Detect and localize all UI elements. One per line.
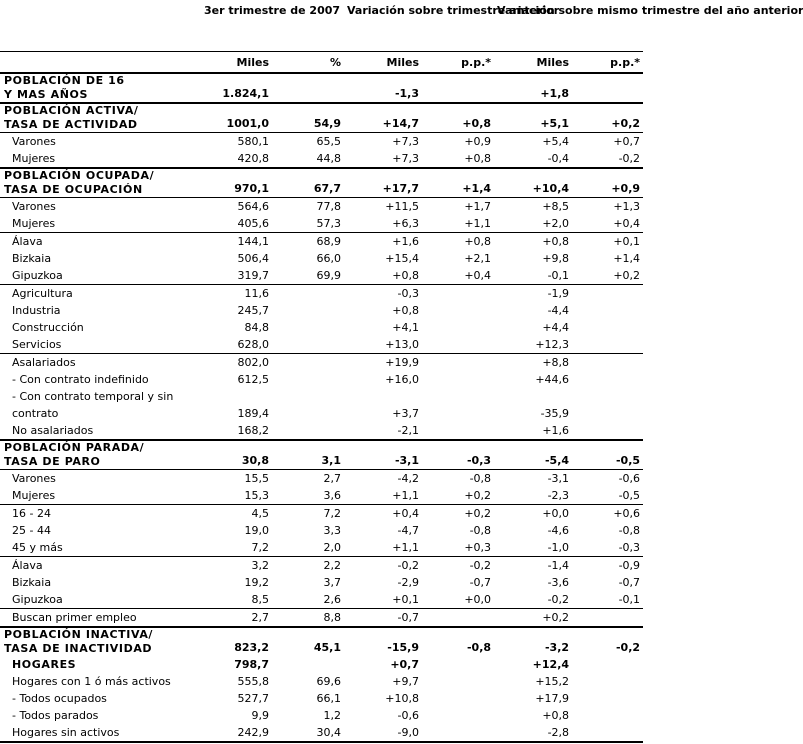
cell-value: [572, 302, 643, 319]
cell-value: +8,5: [494, 198, 572, 216]
table-row: [0, 627, 643, 656]
row-label: Varones: [0, 133, 200, 151]
table-row: [0, 487, 643, 505]
cell-value: +1,4: [422, 168, 494, 198]
cell-value: +0,8: [392, 269, 420, 282]
cell-value: -1,3: [344, 73, 422, 103]
table-row: [0, 522, 643, 539]
cell-value: 54,9: [272, 103, 344, 133]
cell-value: 19,2: [244, 576, 269, 589]
col-miles: Miles: [494, 52, 572, 74]
cell-value: [572, 724, 643, 742]
cell-value: +15,4: [385, 252, 420, 265]
cell-value: -3,1: [494, 470, 572, 488]
cell-value: 628,0: [237, 338, 269, 351]
cell-value: -0,7: [618, 576, 641, 589]
cell-value: +9,8: [542, 252, 570, 265]
cell-value: -0,8: [469, 524, 492, 537]
cell-value: -1,4: [494, 557, 572, 575]
table-row: [0, 690, 643, 707]
cell-value: [422, 73, 494, 103]
cell-value: +0,9: [572, 168, 643, 198]
header-blank: [0, 0, 200, 52]
table-row: [0, 539, 643, 557]
cell-value: +1,7: [422, 198, 494, 216]
cell-value: [572, 73, 643, 103]
table-row: [0, 656, 643, 673]
cell-value: +5,1: [494, 103, 572, 133]
cell-value: 15,5: [200, 470, 272, 488]
table-row: [0, 302, 643, 319]
row-label: Agricultura: [0, 285, 200, 303]
table-row: [0, 168, 643, 198]
cell-value: +0,2: [572, 103, 643, 133]
row-label: Buscan primer empleo: [0, 609, 200, 628]
cell-value: +16,0: [385, 373, 420, 386]
table-row: [0, 371, 643, 388]
cell-value: +7,3: [344, 133, 422, 151]
cell-value: 7,2: [251, 541, 269, 554]
cell-value: 2,6: [323, 593, 342, 606]
row-label: Mujeres: [12, 217, 56, 230]
cell-value: 44,8: [316, 152, 342, 165]
table-row: [0, 215, 643, 233]
cell-value: -0,6: [572, 470, 643, 488]
cell-value: +0,8: [422, 233, 494, 251]
cell-value: -15,9: [344, 627, 422, 656]
row-label: Álava: [0, 233, 200, 251]
cell-value: -0,7: [344, 609, 422, 628]
cell-value: -0,8: [618, 524, 641, 537]
row-label: 25 - 44: [12, 524, 51, 537]
cell-value: 2,7: [272, 470, 344, 488]
row-label: - Con contrato temporal y sin contrato: [12, 390, 174, 420]
cell-value: 2,0: [323, 541, 342, 554]
cell-value: +7,3: [392, 152, 420, 165]
row-label: Gipuzkoa: [12, 269, 63, 282]
cell-value: +12,4: [532, 658, 570, 671]
cell-value: -4,2: [344, 470, 422, 488]
cell-value: -0,1: [618, 593, 641, 606]
cell-value: -0,3: [344, 285, 422, 303]
cell-value: +4,4: [542, 321, 570, 334]
cell-value: 69,9: [316, 269, 342, 282]
cell-value: -3,1: [344, 440, 422, 470]
table-row: [0, 591, 643, 609]
cell-value: [422, 336, 494, 354]
cell-value: +2,0: [542, 217, 570, 230]
table-row: [0, 250, 643, 267]
cell-value: [422, 673, 494, 690]
cell-value: -0,6: [397, 709, 420, 722]
cell-value: +0,8: [422, 103, 494, 133]
cell-value: [572, 336, 643, 354]
cell-value: -2,9: [397, 576, 420, 589]
row-label: Bizkaia: [12, 252, 52, 265]
cell-value: 4,5: [200, 505, 272, 523]
table-row: [0, 388, 643, 422]
cell-value: -0,9: [572, 557, 643, 575]
table-row: [0, 505, 643, 523]
row-label: - Todos parados: [12, 709, 99, 722]
row-label: Mujeres: [12, 489, 56, 502]
header-row-units: [0, 52, 643, 74]
cell-value: +0,8: [392, 304, 420, 317]
cell-value: 77,8: [272, 198, 344, 216]
cell-value: [422, 319, 494, 336]
cell-value: 3,2: [200, 557, 272, 575]
cell-value: [572, 354, 643, 372]
cell-value: [272, 302, 344, 319]
header-row-groups: [0, 0, 643, 52]
table-row: [0, 336, 643, 354]
cell-value: 798,7: [234, 658, 269, 671]
header-group-quarter: 3er trimestre de 2007: [203, 4, 341, 17]
cell-value: +0,2: [494, 609, 572, 628]
table-row: [0, 354, 643, 372]
row-label: HOGARES: [12, 658, 77, 671]
cell-value: 2,7: [200, 609, 272, 628]
header-group-prev-year: Variación sobre mismo trimestre del año anterior: [497, 4, 803, 17]
cell-value: 19,0: [244, 524, 269, 537]
cell-value: +0,2: [422, 505, 494, 523]
cell-value: 189,4: [237, 407, 269, 420]
cell-value: -0,8: [422, 470, 494, 488]
cell-value: [572, 690, 643, 707]
col-pp: p.p.*: [572, 52, 643, 74]
cell-value: [422, 690, 494, 707]
cell-value: +10,4: [494, 168, 572, 198]
col-miles: Miles: [200, 52, 272, 74]
cell-value: 9,9: [251, 709, 269, 722]
cell-value: 506,4: [237, 252, 269, 265]
cell-value: +0,0: [494, 505, 572, 523]
cell-value: 527,7: [237, 692, 269, 705]
cell-value: +0,8: [494, 233, 572, 251]
cell-value: 970,1: [200, 168, 272, 198]
cell-value: -3,6: [547, 576, 570, 589]
cell-value: [572, 319, 643, 336]
cell-value: -3,2: [494, 627, 572, 656]
cell-value: [272, 371, 344, 388]
row-label: POBLACIÓN PARADA/ TASA DE PARO: [0, 440, 200, 470]
cell-value: 580,1: [200, 133, 272, 151]
cell-value: 242,9: [200, 724, 272, 742]
cell-value: [422, 609, 494, 628]
cell-value: +1,4: [613, 252, 641, 265]
row-label: Industria: [12, 304, 61, 317]
cell-value: [422, 285, 494, 303]
cell-value: +1,1: [464, 217, 492, 230]
cell-value: -0,4: [547, 152, 570, 165]
cell-value: [572, 656, 643, 673]
table-body: [0, 73, 643, 742]
cell-value: 15,3: [244, 489, 269, 502]
table-row: [0, 440, 643, 470]
cell-value: -4,6: [547, 524, 570, 537]
cell-value: +11,5: [344, 198, 422, 216]
cell-value: +12,3: [535, 338, 570, 351]
cell-value: +10,8: [385, 692, 420, 705]
cell-value: 57,3: [316, 217, 342, 230]
cell-value: +3,7: [392, 407, 420, 420]
cell-value: 245,7: [237, 304, 269, 317]
row-label: Gipuzkoa: [12, 593, 63, 606]
cell-value: +4,1: [392, 321, 420, 334]
row-label: Varones: [0, 198, 200, 216]
cell-value: -2,3: [547, 489, 570, 502]
table-row: [0, 103, 643, 133]
row-label: Asalariados: [0, 354, 200, 372]
cell-value: 65,5: [272, 133, 344, 151]
cell-value: 66,0: [316, 252, 342, 265]
cell-value: -0,2: [547, 593, 570, 606]
row-label: POBLACIÓN INACTIVA/ TASA DE INACTIVIDAD: [0, 627, 200, 656]
cell-value: [572, 673, 643, 690]
cell-value: +0,4: [464, 269, 492, 282]
cell-value: +14,7: [344, 103, 422, 133]
cell-value: +0,8: [464, 152, 492, 165]
table-row: [0, 707, 643, 724]
cell-value: +15,2: [535, 675, 570, 688]
cell-value: [272, 656, 344, 673]
cell-value: +1,1: [392, 541, 420, 554]
table-row: [0, 724, 643, 742]
cell-value: +0,6: [572, 505, 643, 523]
cell-value: 564,6: [200, 198, 272, 216]
cell-value: +0,8: [542, 709, 570, 722]
cell-value: 420,8: [237, 152, 269, 165]
row-label: - Con contrato indefinido: [12, 373, 149, 386]
cell-value: -0,3: [618, 541, 641, 554]
cell-value: -0,5: [618, 489, 641, 502]
cell-value: [272, 354, 344, 372]
cell-value: 7,2: [272, 505, 344, 523]
cell-value: +0,1: [392, 593, 420, 606]
cell-value: 30,8: [200, 440, 272, 470]
cell-value: 1,2: [323, 709, 342, 722]
cell-value: [572, 388, 643, 422]
col-pct: %: [272, 52, 344, 74]
cell-value: -4,4: [547, 304, 570, 317]
cell-value: [272, 319, 344, 336]
cell-value: [272, 422, 344, 440]
cell-value: -0,1: [547, 269, 570, 282]
cell-value: -1,9: [494, 285, 572, 303]
cell-value: +0,7: [572, 133, 643, 151]
cell-value: -0,2: [422, 557, 494, 575]
row-label: - Todos ocupados: [12, 692, 107, 705]
col-pp: p.p.*: [422, 52, 494, 74]
cell-value: 144,1: [200, 233, 272, 251]
cell-value: +9,7: [392, 675, 420, 688]
cell-value: 3,3: [323, 524, 342, 537]
row-label: Álava: [0, 557, 200, 575]
cell-value: -0,2: [572, 627, 643, 656]
cell-value: 168,2: [237, 424, 269, 437]
cell-value: 405,6: [237, 217, 269, 230]
cell-value: +1,6: [344, 233, 422, 251]
cell-value: -0,7: [469, 576, 492, 589]
cell-value: [272, 73, 344, 103]
cell-value: [272, 336, 344, 354]
table-row: [0, 470, 643, 488]
cell-value: +1,6: [542, 424, 570, 437]
cell-value: [422, 302, 494, 319]
cell-value: -1,0: [547, 541, 570, 554]
cell-value: +1,1: [392, 489, 420, 502]
cell-value: +6,3: [392, 217, 420, 230]
table-row: [0, 574, 643, 591]
cell-value: [422, 371, 494, 388]
row-label: 16 - 24: [0, 505, 200, 523]
cell-value: 612,5: [237, 373, 269, 386]
cell-value: +8,8: [494, 354, 572, 372]
row-label: Bizkaia: [12, 576, 52, 589]
cell-value: 3,7: [323, 576, 342, 589]
cell-value: -0,2: [344, 557, 422, 575]
row-label: 45 y más: [12, 541, 63, 554]
cell-value: 2,2: [272, 557, 344, 575]
cell-value: +0,4: [613, 217, 641, 230]
table-row: [0, 198, 643, 216]
row-label: Mujeres: [12, 152, 56, 165]
cell-value: [572, 371, 643, 388]
row-label: POBLACIÓN ACTIVA/ TASA DE ACTIVIDAD: [0, 103, 200, 133]
cell-value: 3,6: [323, 489, 342, 502]
table-row: [0, 319, 643, 336]
row-label: Construcción: [12, 321, 84, 334]
cell-value: 84,8: [244, 321, 269, 334]
cell-value: +0,2: [464, 489, 492, 502]
table-row: [0, 673, 643, 690]
cell-value: [422, 388, 494, 422]
table-row: [0, 150, 643, 168]
cell-value: 11,6: [200, 285, 272, 303]
cell-value: +17,7: [344, 168, 422, 198]
cell-value: +0,7: [390, 658, 420, 671]
cell-value: -35,9: [540, 407, 570, 420]
cell-value: +44,6: [535, 373, 570, 386]
cell-value: +13,0: [385, 338, 420, 351]
row-label: No asalariados: [12, 424, 94, 437]
table-row: [0, 133, 643, 151]
cell-value: 68,9: [272, 233, 344, 251]
cell-value: [572, 285, 643, 303]
cell-value: 8,5: [251, 593, 269, 606]
header-blank-2: [0, 52, 200, 74]
cell-value: -2,1: [397, 424, 420, 437]
cell-value: 30,4: [272, 724, 344, 742]
cell-value: 8,8: [272, 609, 344, 628]
cell-value: [572, 609, 643, 628]
cell-value: [572, 707, 643, 724]
cell-value: +1,8: [494, 73, 572, 103]
cell-value: 823,2: [200, 627, 272, 656]
cell-value: -5,4: [494, 440, 572, 470]
cell-value: +0,2: [613, 269, 641, 282]
cell-value: [422, 724, 494, 742]
cell-value: +0,1: [572, 233, 643, 251]
table-row: [0, 233, 643, 251]
cell-value: 45,1: [272, 627, 344, 656]
cell-value: 1001,0: [200, 103, 272, 133]
cell-value: 555,8: [237, 675, 269, 688]
table-row: [0, 557, 643, 575]
cell-value: [272, 285, 344, 303]
table-row: [0, 609, 643, 628]
cell-value: -0,5: [572, 440, 643, 470]
cell-value: 1.824,1: [200, 73, 272, 103]
cell-value: -0,3: [422, 440, 494, 470]
row-label: Hogares sin activos: [0, 724, 200, 742]
cell-value: [572, 422, 643, 440]
row-label: POBLACIÓN DE 16 Y MAS AÑOS: [0, 73, 200, 103]
row-label: Servicios: [12, 338, 62, 351]
cell-value: 66,1: [316, 692, 342, 705]
cell-value: -0,2: [618, 152, 641, 165]
table-row: [0, 422, 643, 440]
cell-value: [422, 656, 494, 673]
cell-value: +0,9: [422, 133, 494, 151]
cell-value: -4,7: [397, 524, 420, 537]
cell-value: 319,7: [237, 269, 269, 282]
cell-value: [422, 354, 494, 372]
cell-value: 69,6: [316, 675, 342, 688]
cell-value: +17,9: [535, 692, 570, 705]
row-label: Hogares con 1 ó más activos: [12, 675, 171, 688]
cell-value: +0,4: [344, 505, 422, 523]
col-miles: Miles: [344, 52, 422, 74]
table-row: [0, 285, 643, 303]
row-label: Varones: [0, 470, 200, 488]
cell-value: +5,4: [494, 133, 572, 151]
header-group-prev-quarter: Variación sobre trimestre anterior: [347, 4, 560, 17]
cell-value: [422, 707, 494, 724]
cell-value: +1,3: [572, 198, 643, 216]
cell-value: 3,1: [272, 440, 344, 470]
cell-value: +0,0: [464, 593, 492, 606]
cell-value: [422, 422, 494, 440]
cell-value: 67,7: [272, 168, 344, 198]
cell-value: +2,1: [464, 252, 492, 265]
cell-value: +19,9: [344, 354, 422, 372]
cell-value: 802,0: [200, 354, 272, 372]
table-row: [0, 267, 643, 285]
table-row: [0, 73, 643, 103]
cell-value: [272, 388, 344, 422]
cell-value: -0,8: [422, 627, 494, 656]
cell-value: +0,3: [464, 541, 492, 554]
row-label: POBLACIÓN OCUPADA/ TASA DE OCUPACIÓN: [0, 168, 200, 198]
cell-value: -2,8: [494, 724, 572, 742]
cell-value: -9,0: [344, 724, 422, 742]
